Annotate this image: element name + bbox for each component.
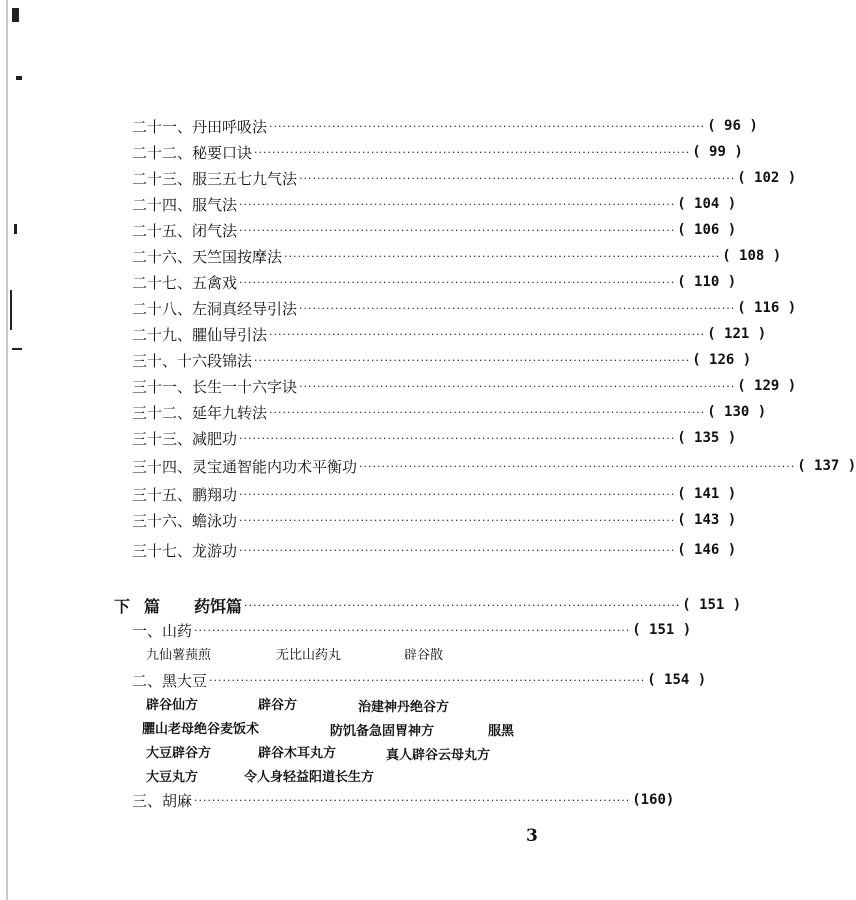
entry-title: 二十八、左洞真经导引法 [132,299,298,318]
subsection-entry[interactable] [132,668,707,692]
entry-page: ( 121 ) [707,326,767,342]
section-title: 药饵篇 [194,596,243,616]
recipe-item: 令人身轻益阳道长生方 [244,770,375,785]
leader-dots: ································································································· [269,119,706,133]
recipe-item: 服黑 [488,724,515,739]
entry-title: 二十四、服气法 [132,195,238,214]
recipe-item: 辟谷散 [404,648,444,663]
entry-title: 三十六、蟾泳功 [132,511,238,530]
leader-dots: ································································································· [239,197,676,211]
entry-title: 三十、十六段锦法 [132,351,253,370]
leader-dots: ································································································· [299,301,736,315]
entry-title: 二十五、闭气法 [132,221,238,240]
entry-title: 三十一、长生一十六字诀 [132,377,298,396]
subsection-title: 三、胡麻 [132,791,193,810]
entry-page: ( 116 ) [737,300,797,316]
entry-page: ( 106 ) [677,222,737,238]
section-heading[interactable] [114,592,742,618]
recipe-item: 九仙薯蓣煎 [146,648,212,663]
entry-page: ( 126 ) [692,352,752,368]
entry-page: ( 135 ) [677,430,737,446]
entry-title: 三十五、鹏翔功 [132,485,238,504]
entry-title: 二十九、臞仙导引法 [132,325,268,344]
recipe-item: 大豆辟谷方 [146,746,212,761]
subsection-title: 二、黑大豆 [132,671,208,690]
leader-dots: ································································································· [269,405,706,419]
toc-entry[interactable] [132,322,767,346]
subsection-page: ( 151 ) [632,622,692,638]
section-part-pian: 篇 [144,596,161,616]
entry-page: ( 104 ) [677,196,737,212]
toc-entry[interactable] [132,218,737,242]
recipe-item: 真人辟谷云母丸方 [386,748,491,763]
toc-entry[interactable] [132,114,758,138]
entry-title: 二十三、服三五七九气法 [132,169,298,188]
entry-page: ( 130 ) [707,404,767,420]
leader-dots: ································································································· [284,249,721,263]
leader-dots: ································································································· [269,327,706,341]
recipe-item: 大豆丸方 [146,770,199,785]
toc-entry[interactable] [132,482,737,506]
toc-entry[interactable] [132,348,752,372]
recipe-item: 辟谷仙方 [146,698,199,713]
leader-dots: ································································································· [239,275,676,289]
scan-mark [10,290,12,330]
toc-entry[interactable] [132,426,737,450]
scan-mark [16,76,22,80]
entry-title: 三十四、灵宝通智能内功术平衡功 [132,457,358,476]
leader-dots: ································································································· [359,459,796,473]
scan-binding-edge [6,0,8,900]
entry-title: 三十二、延年九转法 [132,403,268,422]
page-number: 3 [526,826,538,846]
leader-dots: ································································································· [254,145,691,159]
leader-dots: ································································································· [254,353,691,367]
subsection-entry[interactable] [132,618,692,642]
toc-entry[interactable] [132,454,856,478]
leader-dots: ································································································· [239,487,676,501]
subsection-page: ( 154 ) [647,672,707,688]
leader-dots: ································································································· [239,223,676,237]
entry-page: ( 146 ) [677,542,737,558]
entry-title: 三十七、龙游功 [132,541,238,560]
toc-entry[interactable] [132,244,782,268]
leader-dots: ································································································· [299,379,736,393]
entry-page: ( 108 ) [722,248,782,264]
leader-dots: ································································································· [194,793,631,807]
entry-title: 二十六、天竺国按摩法 [132,247,283,266]
toc-entry[interactable] [132,140,743,164]
toc-entry[interactable] [132,374,797,398]
entry-page: ( 129 ) [737,378,797,394]
toc-entry[interactable] [132,166,797,190]
entry-page: ( 141 ) [677,486,737,502]
leader-dots: ································································································· [244,598,681,612]
leader-dots: ································································································· [299,171,736,185]
entry-title: 二十七、五禽戏 [132,273,238,292]
entry-page: ( 99 ) [692,144,743,160]
recipe-item: 臞山老母绝谷麦饭术 [142,722,260,737]
entry-title: 二十一、丹田呼吸法 [132,117,268,136]
toc-entry[interactable] [132,538,737,562]
toc-entry[interactable] [132,270,737,294]
entry-page: ( 102 ) [737,170,797,186]
scan-mark [14,224,17,234]
toc-entry[interactable] [132,400,767,424]
section-page: ( 151 ) [682,597,742,613]
entry-page: ( 143 ) [677,512,737,528]
entry-title: 三十三、减肥功 [132,429,238,448]
leader-dots: ································································································· [194,623,631,637]
subsection-page: (160) [632,792,675,808]
recipe-item: 无比山药丸 [276,648,342,663]
subsection-entry[interactable] [132,788,675,812]
leader-dots: ································································································· [239,431,676,445]
entry-title: 二十二、秘要口诀 [132,143,253,162]
leader-dots: ································································································· [239,543,676,557]
entry-page: ( 137 ) [797,458,856,474]
scan-mark [12,348,22,350]
scan-mark [12,8,19,22]
recipe-item: 辟谷方 [258,698,298,713]
leader-dots: ································································································· [209,673,646,687]
toc-entry[interactable] [132,508,737,532]
toc-entry[interactable] [132,192,737,216]
recipe-item: 防饥备急固胃神方 [330,724,435,739]
recipe-item: 治建神丹绝谷方 [358,700,450,715]
leader-dots: ································································································· [239,513,676,527]
section-part-xia: 下 [114,596,131,616]
subsection-title: 一、山药 [132,621,193,640]
entry-page: ( 96 ) [707,118,758,134]
recipe-item: 辟谷木耳丸方 [258,746,337,761]
entry-page: ( 110 ) [677,274,737,290]
toc-entry[interactable] [132,296,797,320]
section-part [114,594,242,617]
